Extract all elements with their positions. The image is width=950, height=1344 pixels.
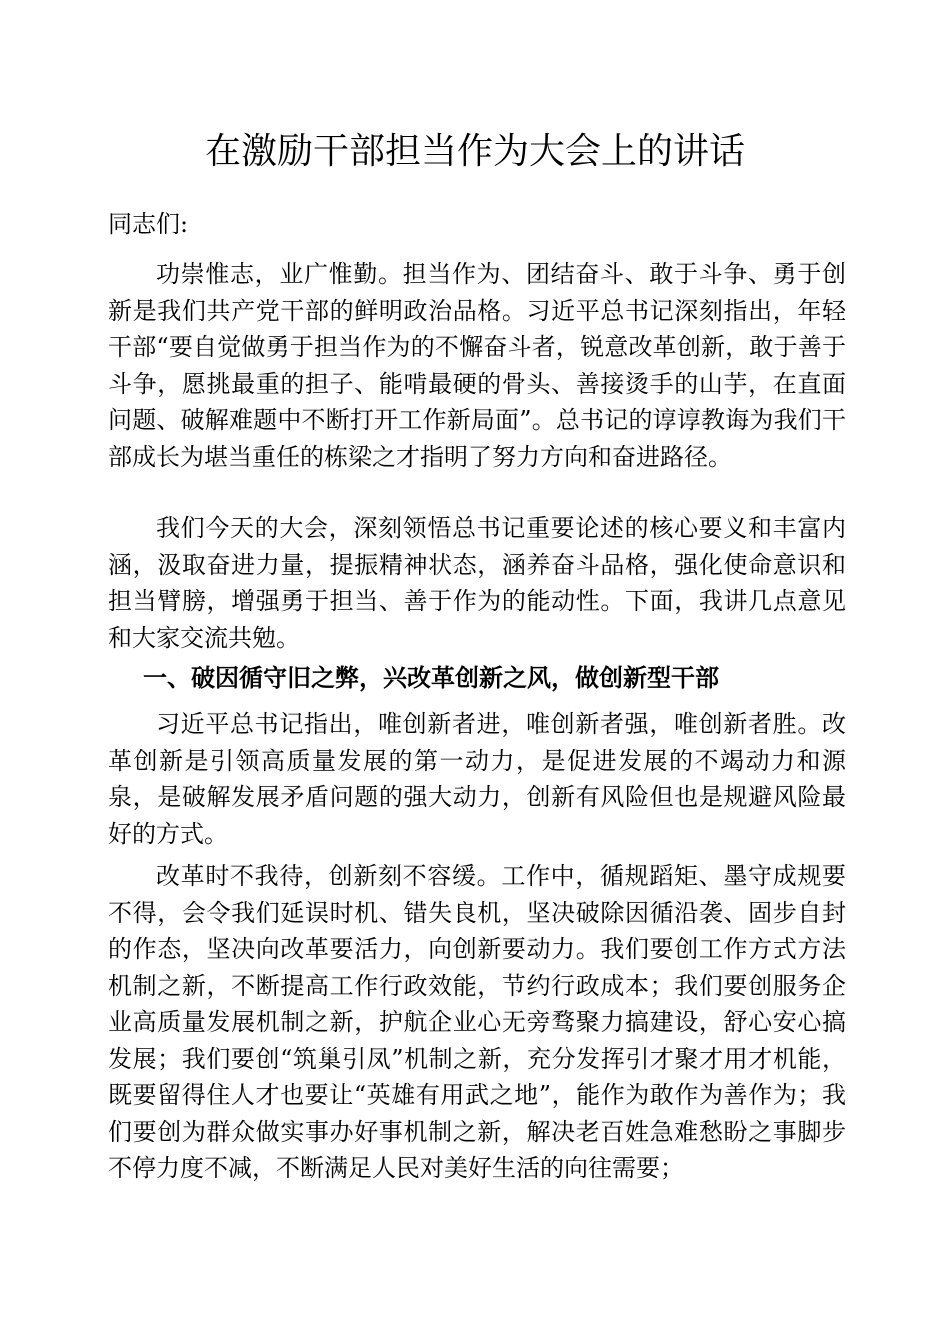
paragraph-3-block bbox=[108, 706, 846, 852]
paragraph-1: 功崇惟志，业广惟勤。担当作为、团结奋斗、敢于斗争、勇于创新是我们共产党干部的鲜明政治品格。习近平总书记深刻指出，年轻干部“要自觉做勇于担当作为的不懈奋斗者，锐意改革创新，敢于善于斗争，愿挑最重的担子、能啃最硬的骨头、善接烫手的山芋，在直面问题、破解难题中不断打开工作新局面”。总书记的谆谆教诲为我们干部成长为堪当重任的栋梁之才指明了努力方向和奋进路径。 bbox=[108, 260, 846, 471]
salutation: 同志们: bbox=[108, 210, 189, 238]
paragraph-4-block bbox=[108, 858, 846, 1187]
paragraph-4: 改革时不我待，创新刻不容缓。工作中，循规蹈矩、墨守成规要不得，会令我们延误时机、错失良机，坚决破除因循沿袭、固步自封的作态，坚决向改革要活力，向创新要动力。我们要创工作方式方法机制之新，不断提高工作行政效能，节约行政成本；我们要创服务企业高质量发展机制之新，护航企业心无旁骛聚力搞建设，舒心安心搞发展；我们要创“筑巢引凤”机制之新，充分发挥引才聚才用才机能，既要留得住人才也要让“英雄有用武之地”，能作为敢作为善作为；我们要创为群众做实事办好事机制之新，解决老百姓急难愁盼之事脚步不停力度不减，不断满足人民对美好生活的向往需要； bbox=[108, 862, 846, 1182]
paragraph-1-block bbox=[108, 256, 846, 475]
section-heading: 一、破因循守旧之弊，兴改革创新之风，做创新型干部 bbox=[143, 664, 719, 692]
paragraph-3: 习近平总书记指出，唯创新者进，唯创新者强，唯创新者胜。改革创新是引领高质量发展的第一动力，是促进发展的不竭动力和源泉，是破解发展矛盾问题的强大动力，创新有风险但也是规避风险最好的方式。 bbox=[108, 710, 846, 848]
document-title: 在激励干部担当作为大会上的讲话 bbox=[204, 131, 745, 172]
paragraph-2-block bbox=[108, 510, 846, 656]
paragraph-2: 我们今天的大会，深刻领悟总书记重要论述的核心要义和丰富内涵，汲取奋进力量，提振精神状态，涵养奋斗品格，强化使命意识和担当臂膀，增强勇于担当、善于作为的能动性。下面，我讲几点意见和大家交流共勉。 bbox=[108, 514, 846, 652]
